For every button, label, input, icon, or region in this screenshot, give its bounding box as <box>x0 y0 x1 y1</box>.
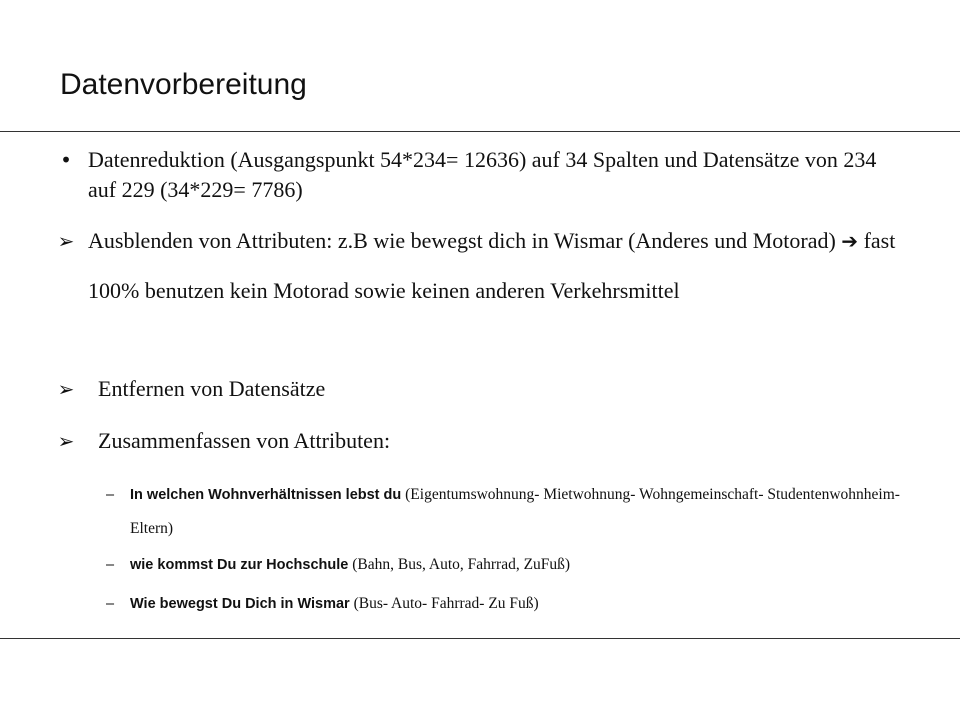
sub-item-options: (Bus- Auto- Fahrrad- Zu Fuß) <box>349 595 539 612</box>
bullet-text-before: Ausblenden von Attributen: z.B wie bewegst dich in Wismar (Anderes und Motorad) <box>88 228 842 253</box>
dash-marker: – <box>105 596 115 612</box>
sub-item-question: Wie bewegst Du Dich in Wismar <box>130 596 350 612</box>
slide-title: Datenvorbereitung <box>60 68 307 101</box>
bullet-item-merge-attributes <box>57 423 908 459</box>
dash-marker: – <box>105 557 115 573</box>
sub-item-options: (Eigentumswohnung- Mietwohnung- Wohngemeinschaft- Studentenwohnheim- Eltern) <box>130 486 900 537</box>
bullet-text-after: fast 100% benutzen kein Motorad sowie keinen anderen Verkehrsmittel <box>88 228 896 303</box>
bottom-divider <box>0 638 960 639</box>
right-arrow-icon: ➔ <box>841 229 859 253</box>
bullet-item-hide-attributes <box>57 216 908 316</box>
sub-item-mobility-wismar <box>105 592 900 616</box>
bullet-text: Zusammenfassen von Attributen: <box>98 428 391 453</box>
sub-item-commute <box>105 553 900 577</box>
sub-item-question: In welchen Wohnverhältnissen lebst du <box>130 487 402 503</box>
arrow-bullet-icon: ➢ <box>57 377 75 401</box>
bullet-text: Datenreduktion (Ausgangspunkt 54*234= 12636) auf 34 Spalten und Datensätze von 234 auf 229 (34*229= 7786) <box>88 147 877 202</box>
top-divider <box>0 131 960 132</box>
arrow-bullet-icon: ➢ <box>57 429 75 453</box>
sub-item-options: (Bahn, Bus, Auto, Fahrrad, ZuFuß) <box>348 556 571 573</box>
sub-item-living-situation <box>105 478 900 546</box>
bullet-dot-icon: • <box>60 148 72 172</box>
bullet-text: Entfernen von Datensätze <box>98 376 326 401</box>
bullet-item-data-reduction <box>60 145 908 205</box>
sub-item-question: wie kommst Du zur Hochschule <box>130 557 349 573</box>
arrow-bullet-icon: ➢ <box>57 229 75 253</box>
bullet-item-remove-records <box>57 371 908 407</box>
dash-marker: – <box>105 487 115 503</box>
